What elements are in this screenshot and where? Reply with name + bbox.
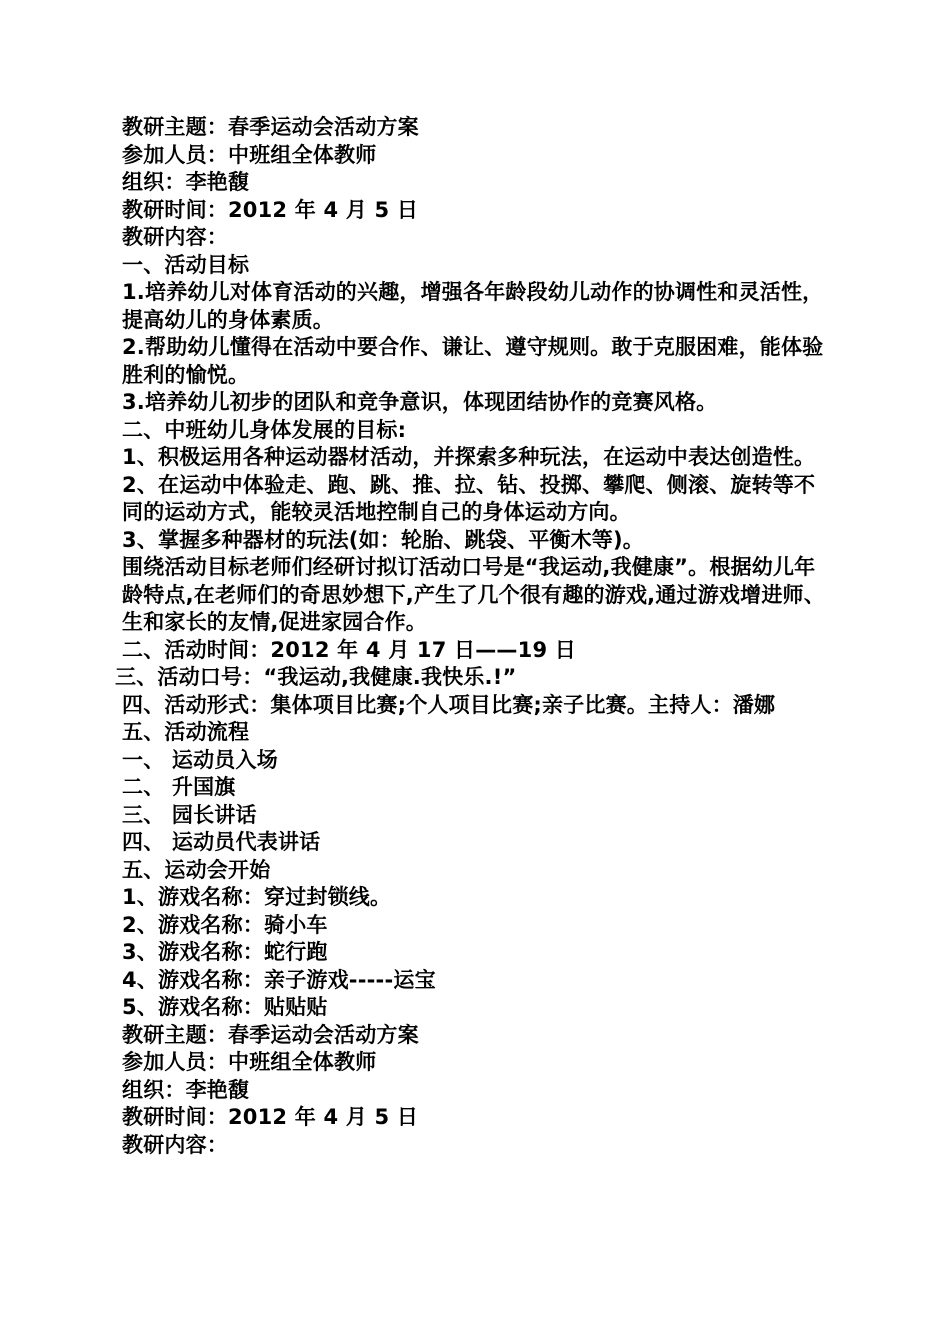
research-content-heading-repeat: 教研内容： xyxy=(122,1132,228,1157)
organizer-repeat: 组织：李艳馥 xyxy=(122,1077,250,1102)
research-content-heading: 教研内容： xyxy=(122,225,228,249)
document-page xyxy=(115,114,835,1159)
section-heading-goals: 一、活动目标 xyxy=(122,252,250,277)
organizer: 组织：李艳馥 xyxy=(122,170,250,194)
game-item-3: 3、游戏名称：蛇行跑 xyxy=(122,940,328,964)
development-goal-1: 1、积极运用各种运动器材活动，并探索多种玩法，在运动中表达创造性。 xyxy=(122,445,816,469)
process-step-2: 二、 升国旗 xyxy=(122,775,236,799)
participants: 参加人员：中班组全体教师 xyxy=(122,142,377,167)
research-topic-repeat: 教研主题：春季运动会活动方案 xyxy=(122,1022,419,1047)
process-step-3: 三、 园长讲话 xyxy=(122,802,257,827)
research-date-repeat: 教研时间：2012 年 4 月 5 日 xyxy=(122,1105,419,1129)
process-step-4: 四、 运动员代表讲话 xyxy=(122,830,321,854)
participants-repeat: 参加人员：中班组全体教师 xyxy=(122,1050,377,1074)
game-item-1: 1、游戏名称：穿过封锁线。 xyxy=(122,885,392,909)
section-heading-development-goals: 二、中班幼儿身体发展的目标: xyxy=(122,417,407,442)
game-item-5: 5、游戏名称：贴贴贴 xyxy=(122,995,328,1019)
process-step-1: 一、 运动员入场 xyxy=(122,747,278,772)
research-topic: 教研主题：春季运动会活动方案 xyxy=(122,115,419,139)
section-heading-process: 五、活动流程 xyxy=(122,720,250,744)
research-date: 教研时间：2012 年 4 月 5 日 xyxy=(122,197,419,222)
activity-slogan: 三、活动口号：“我运动,我健康.我快乐.!” xyxy=(115,665,517,689)
goal-item-3: 3.培养幼儿初步的团队和竞争意识，体现团结协作的竞赛风格。 xyxy=(122,390,718,414)
activity-format: 四、活动形式：集体项目比赛;个人项目比赛;亲子比赛。主持人：潘娜 xyxy=(122,692,776,717)
game-item-4: 4、游戏名称：亲子游戏-----运宝 xyxy=(122,967,436,992)
process-step-5: 五、运动会开始 xyxy=(122,857,271,882)
game-item-2: 2、游戏名称：骑小车 xyxy=(122,912,328,937)
slogan-paragraph: 围绕活动目标老师们经研讨拟订活动口号是“我运动,我健康”。根据幼儿年龄特点,在老师们的奇思妙想下,产生了几个很有趣的游戏,通过游戏增进师、生和家长的友情,促进家园合作。 xyxy=(122,555,825,634)
activity-time: 二、活动时间：2012 年 4 月 17 日——19 日 xyxy=(122,637,576,662)
goal-item-1: 1.培养幼儿对体育活动的兴趣，增强各年龄段幼儿动作的协调性和灵活性，提高幼儿的身体素质。 xyxy=(122,280,824,332)
development-goal-2: 2、在运动中体验走、跑、跳、推、拉、钻、投掷、攀爬、侧滚、旋转等不同的运动方式，能较灵活地控制自己的身体运动方向。 xyxy=(122,472,816,524)
development-goal-3: 3、掌握多种器材的玩法(如：轮胎、跳袋、平衡木等)。 xyxy=(122,527,645,552)
goal-item-2: 2.帮助幼儿懂得在活动中要合作、谦让、遵守规则。敢于克服困难，能体验胜利的愉悦。 xyxy=(122,335,824,387)
